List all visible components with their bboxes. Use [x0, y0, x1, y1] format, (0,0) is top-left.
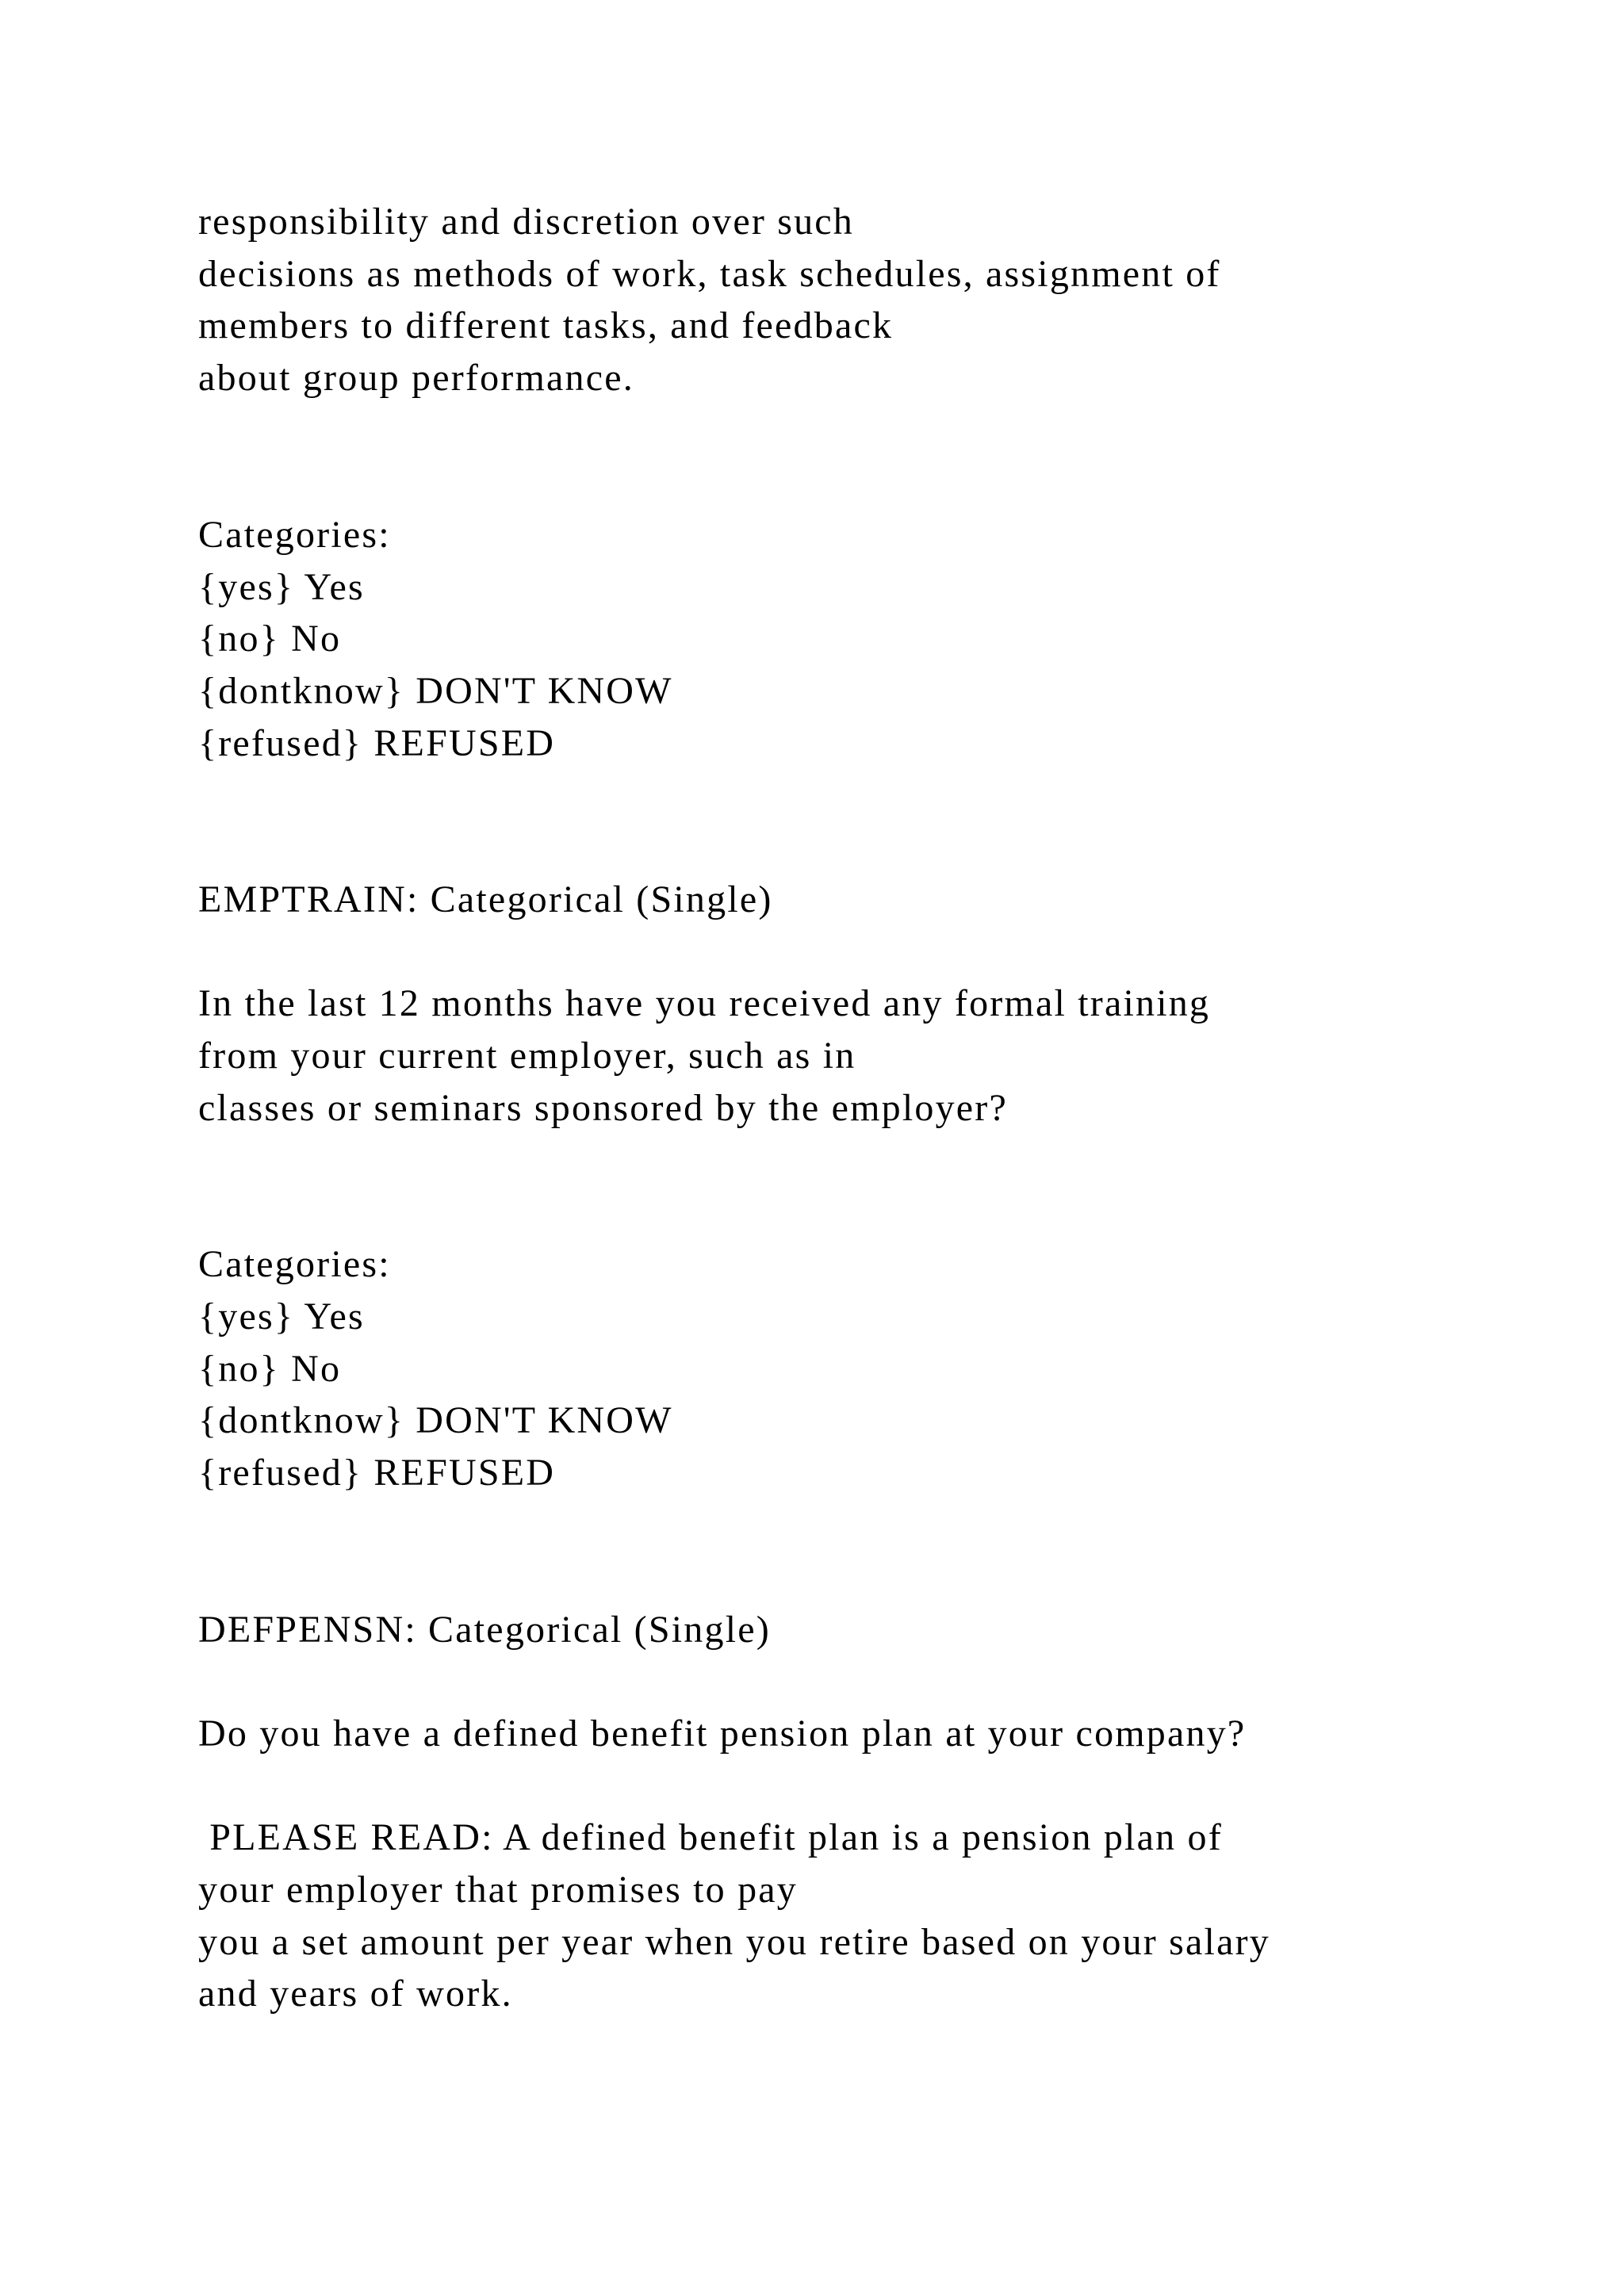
note-text-line: your employer that promises to pay [198, 1869, 798, 1911]
question-text-line: classes or seminars sponsored by the employer? [198, 1087, 1008, 1129]
intro-line: responsibility and discretion over such [198, 201, 854, 243]
question-text-line: Do you have a defined benefit pension plan at your company? [198, 1712, 1247, 1755]
question-text-line: In the last 12 months have you received any formal training [198, 982, 1211, 1024]
category-option: {no} No [198, 1348, 342, 1390]
question-title: DEFPENSN: Categorical (Single) [198, 1609, 771, 1651]
categories-heading: Categories: [198, 514, 391, 556]
category-option: {refused} REFUSED [198, 722, 556, 764]
category-option: {refused} REFUSED [198, 1452, 556, 1494]
note-text-line: you a set amount per year when you retire based on your salary [198, 1921, 1270, 1963]
intro-line: decisions as methods of work, task schedules, assignment of [198, 253, 1221, 295]
category-option: {dontknow} DON'T KNOW [198, 1399, 673, 1441]
category-option: {no} No [198, 618, 342, 660]
note-text-line: PLEASE READ: A defined benefit plan is a pension plan of [198, 1816, 1223, 1858]
note-text-line: and years of work. [198, 1973, 513, 2015]
question-title: EMPTRAIN: Categorical (Single) [198, 878, 773, 920]
category-option: {yes} Yes [198, 566, 365, 608]
question-text-line: from your current employer, such as in [198, 1035, 856, 1077]
category-option: {dontknow} DON'T KNOW [198, 670, 673, 712]
category-option: {yes} Yes [198, 1295, 365, 1337]
intro-line: members to different tasks, and feedback [198, 304, 894, 346]
categories-heading: Categories: [198, 1243, 391, 1285]
intro-line: about group performance. [198, 357, 634, 399]
